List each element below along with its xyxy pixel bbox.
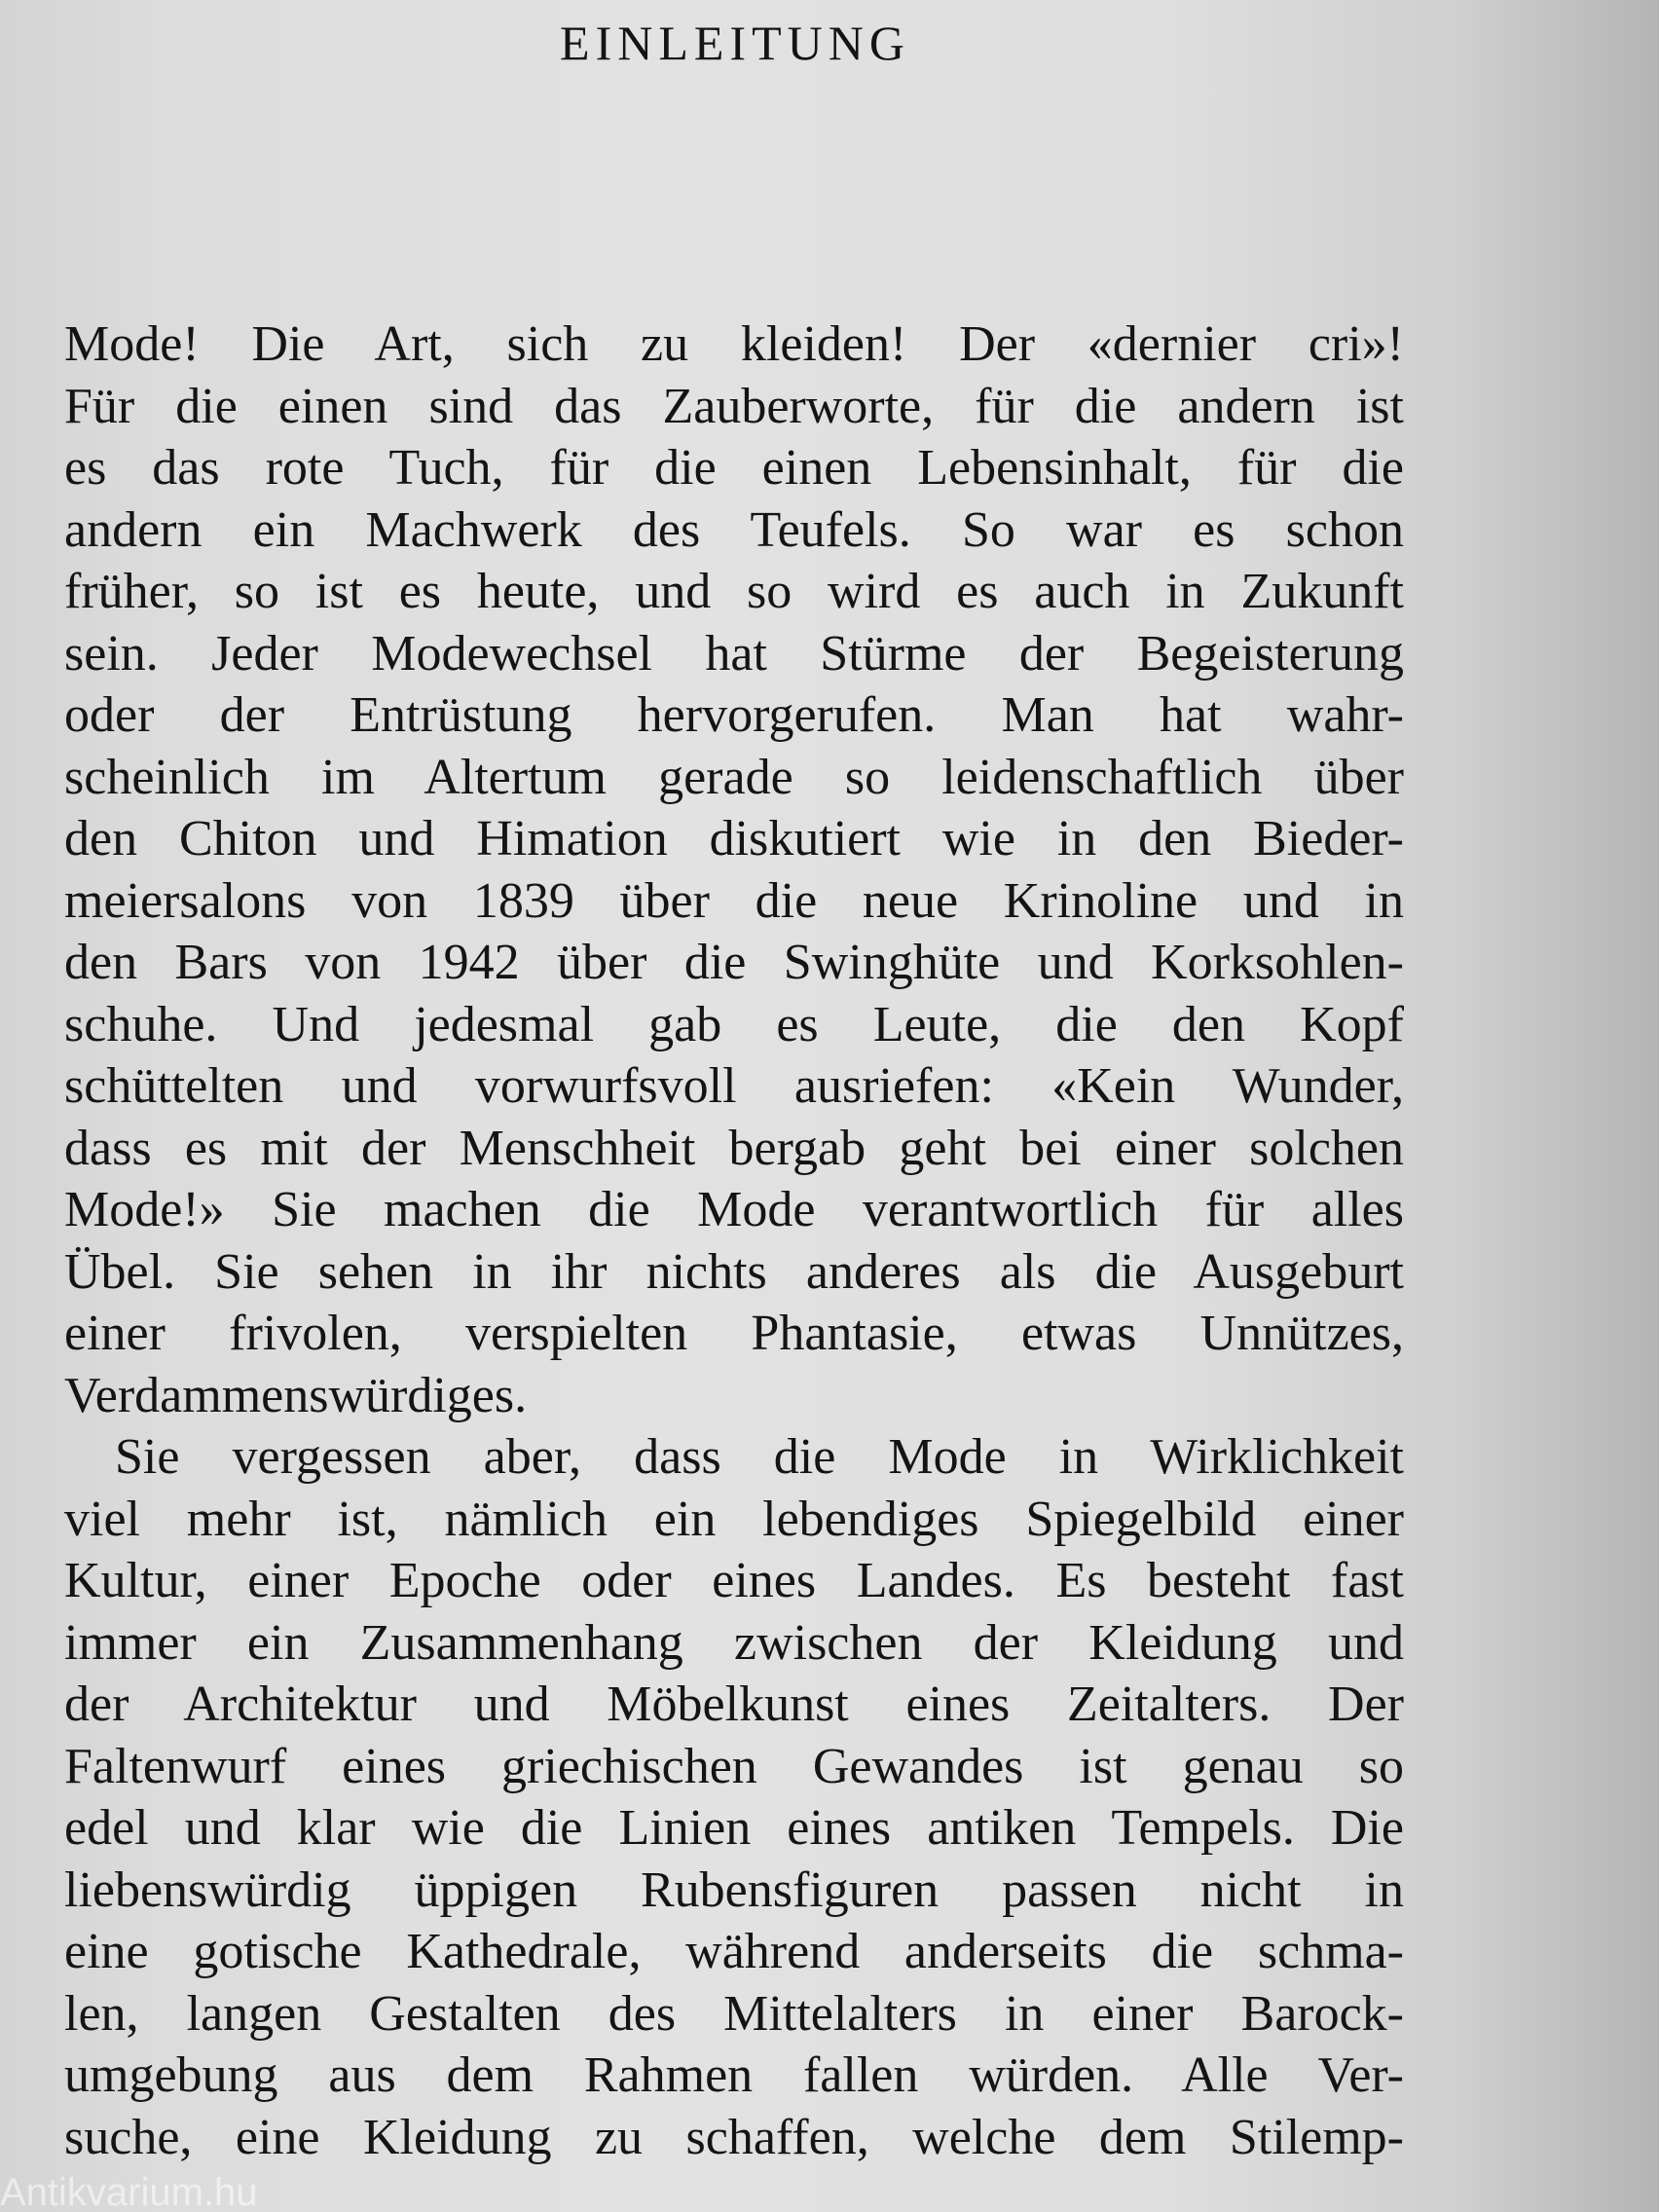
text-line: Kultur, einer Epoche oder eines Landes. Es besteht fast — [64, 1553, 1404, 1608]
text-line: einer frivolen, verspielten Phantasie, etwas Unnützes, — [64, 1306, 1404, 1361]
text-line: edel und klar wie die Linien eines antiken Tempels. Die — [64, 1800, 1404, 1856]
text-line: Mode!» Sie machen die Mode verantwortlich für alles — [64, 1182, 1404, 1237]
text-line: Für die einen sind das Zauberworte, für die andern ist — [64, 378, 1404, 434]
text-line: Verdammenswürdiges. — [64, 1367, 528, 1423]
text-line: dass es mit der Menschheit bergab geht bei einer solchen — [64, 1120, 1404, 1176]
text-line: oder der Entrüstung hervorgerufen. Man hat wahr- — [64, 687, 1404, 743]
body-text — [64, 313, 1404, 2168]
text-line: sein. Jeder Modewechsel hat Stürme der Begeisterung — [64, 625, 1404, 682]
text-line: umgebung aus dem Rahmen fallen würden. Alle Ver- — [64, 2047, 1404, 2103]
watermark: Antikvarium.hu — [0, 2173, 258, 2212]
text-line: meiersalons von 1839 über die neue Krinoline und in — [64, 872, 1404, 929]
text-line: viel mehr ist, nämlich ein lebendiges Spiegelbild einer — [64, 1491, 1404, 1547]
text-line: scheinlich im Altertum gerade so leidenschaftlich über — [64, 749, 1404, 805]
text-line: es das rote Tuch, für die einen Lebensinhalt, für die — [64, 440, 1404, 496]
text-line: suche, eine Kleidung zu schaffen, welche dem Stilemp- — [64, 2109, 1404, 2165]
text-line: schüttelten und vorwurfsvoll ausriefen: «Kein Wunder, — [64, 1058, 1404, 1114]
text-line: len, langen Gestalten des Mittelalters in einer Barock- — [64, 1985, 1404, 2042]
text-line: Faltenwurf eines griechischen Gewandes ist genau so — [64, 1738, 1404, 1794]
text-line: Übel. Sie sehen in ihr nichts anderes als die Ausgeburt — [64, 1243, 1404, 1300]
text-line: früher, so ist es heute, und so wird es auch in Zukunft — [64, 564, 1404, 619]
text-line: andern ein Machwerk des Teufels. So war es schon — [64, 501, 1404, 558]
text-line: den Bars von 1942 über die Swinghüte und Korksohlen- — [64, 935, 1404, 990]
chapter-heading: EINLEITUNG — [560, 16, 910, 70]
paragraph-1 — [64, 313, 1404, 1426]
text-line: schuhe. Und jedesmal gab es Leute, die den Kopf — [64, 996, 1404, 1052]
text-line: liebenswürdig üppigen Rubensfiguren passen nicht in — [64, 1862, 1404, 1918]
text-line: Sie vergessen aber, dass die Mode in Wirklichkeit — [115, 1429, 1404, 1485]
text-line: den Chiton und Himation diskutiert wie in den Bieder- — [64, 811, 1404, 866]
text-line: immer ein Zusammenhang zwischen der Kleidung und — [64, 1614, 1404, 1671]
text-line: der Architektur und Möbelkunst eines Zeitalters. Der — [64, 1677, 1404, 1732]
text-line: Mode! Die Art, sich zu kleiden! Der «dernier cri»! — [64, 316, 1404, 372]
text-line: eine gotische Kathedrale, während anderseits die schma- — [64, 1924, 1404, 1979]
paragraph-2 — [64, 1426, 1404, 2168]
